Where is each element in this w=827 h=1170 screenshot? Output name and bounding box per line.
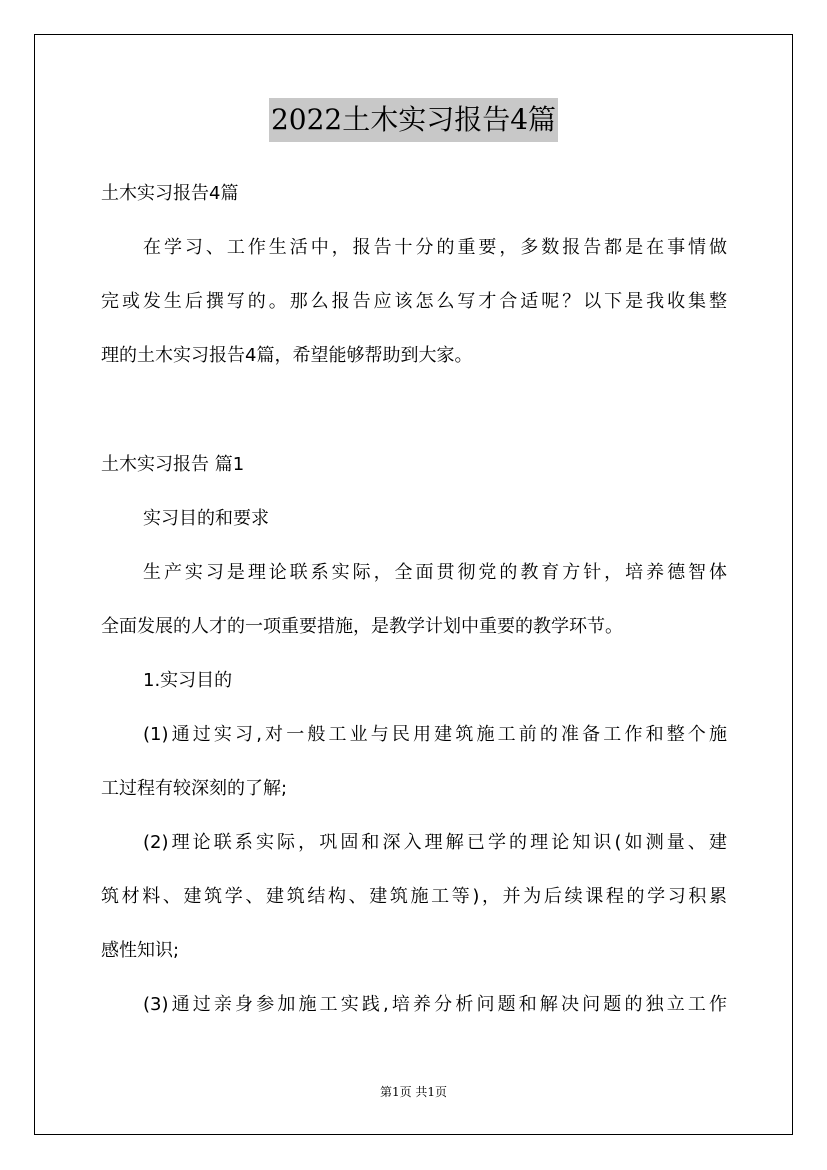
paragraph-line: 完或发生后撰写的。那么报告应该怎么写才合适呢？以下是我收集整 [101,291,727,312]
document-title: 2022土木实习报告4篇 [269,98,558,142]
paragraph-line: 在学习、工作生活中，报告十分的重要，多数报告都是在事情做 [143,237,727,258]
list-item-line: 筑材料、建筑学、建筑结构、建筑施工等)，并为后续课程的学习积累 [101,886,727,907]
page-footer: 第1页 共1页 [379,1085,448,1099]
list-heading: 1.实习目的 [143,670,233,691]
list-item-line: 感性知识; [101,940,180,961]
paragraph-line: 生产实习是理论联系实际，全面贯彻党的教育方针，培养德智体 [143,562,727,583]
heading-line: 土木实习报告4篇 [101,183,239,204]
paragraph-line: 理的土木实习报告4篇，希望能够帮助到大家。 [101,345,473,366]
list-item-line: 工过程有较深刻的了解; [101,778,288,799]
list-item-line: (2)理论联系实际，巩固和深入理解已学的理论知识(如测量、建 [143,832,727,853]
paragraph-line: 全面发展的人才的一项重要措施，是教学计划中重要的教学环节。 [101,616,623,637]
list-item-line: (1)通过实习,对一般工业与民用建筑施工前的准备工作和整个施 [143,724,727,745]
section-heading: 土木实习报告 篇1 [101,454,245,475]
subheading-line: 实习目的和要求 [143,508,269,529]
title-container [0,98,827,142]
list-item-line: (3)通过亲身参加施工实践,培养分析问题和解决问题的独立工作 [143,994,727,1015]
